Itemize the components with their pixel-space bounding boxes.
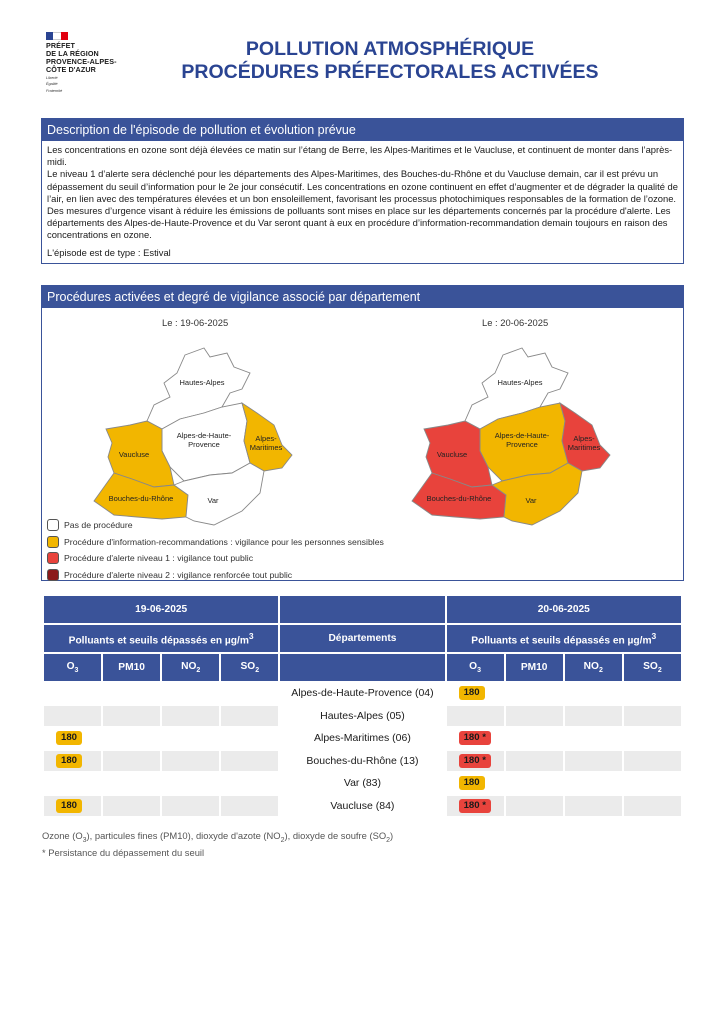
cell-d1-so2 — [221, 796, 278, 817]
cell-d1-o3 — [44, 796, 101, 817]
legend-swatch — [47, 569, 59, 581]
table-row — [44, 796, 681, 817]
department-label: Var — [525, 496, 537, 505]
map-legend — [47, 517, 384, 583]
legend-label: Pas de procédure — [64, 520, 133, 531]
cell-d2-so2 — [624, 796, 681, 817]
cell-d1-no2 — [162, 796, 219, 817]
cell-d2-no2 — [565, 683, 622, 704]
cell-d2-so2 — [624, 773, 681, 794]
value-badge: 180 — [459, 776, 485, 790]
cell-d1-o3 — [44, 773, 101, 794]
motto-line: Égalité — [46, 82, 58, 87]
description-panel — [41, 118, 684, 264]
department-label: Maritimes — [567, 443, 601, 452]
map1-date: Le : 19-06-2025 — [162, 317, 229, 328]
cell-d2-o3 — [447, 706, 504, 727]
department-label: Vaucluse — [118, 450, 150, 459]
title-line-1: POLLUTION ATMOSPHÉRIQUE — [245, 38, 535, 60]
cell-d1-so2 — [221, 683, 278, 704]
value-badge: 180 — [56, 754, 82, 768]
department-label: Provence — [506, 440, 538, 449]
legend-item-none — [47, 517, 384, 534]
cell-d1-so2 — [221, 773, 278, 794]
cell-d2-so2 — [624, 728, 681, 749]
cell-d2-no2 — [565, 773, 622, 794]
cell-d1-o3 — [44, 751, 101, 772]
department-label: Vaucluse — [436, 450, 468, 459]
col-o3: $O_3$ — [447, 654, 504, 681]
cell-d1-no2 — [162, 728, 219, 749]
logo-line: PRÉFET — [46, 41, 75, 50]
col-so2: $SO_2$ — [221, 654, 278, 681]
value-badge: 180 — [56, 731, 82, 745]
department-label: Alpes-de-Haute- — [494, 431, 550, 440]
department-label: Alpes-de-Haute- — [176, 431, 232, 440]
cell-d1-o3 — [44, 706, 101, 727]
map-20-06 — [410, 333, 650, 531]
cell-department: Bouches-du-Rhône (13) — [280, 751, 444, 772]
cell-d1-pm10 — [103, 796, 160, 817]
description-paragraph-2: Le niveau 1 d’alerte sera déclenché pour les départements des Alpes-Maritimes, des Bouches-du-Rhône et du Vaucluse demain, car il est prévu un dépassement du seuil d’information pour le 2e jour consécutif. Les concentrations en ozone continuent en effet d’augmenter et de dégrader la qualité de l’air, en lien avec des températures élevées et un bon ensoleillement, favorisant les processus photochimiques responsables de la formation de l’ozone. Des mesures d’urgence visant à réduire les émissions de polluants sont mises en place sur les départements concernés par la procédure d'alerte. Les départements des Alpes-de-Haute-Provence et du Var seront quant à eux en procédure d’information-recommandation demain toujours en raison des concentrations en ozone. — [47, 168, 678, 241]
cell-department: Var (83) — [280, 773, 444, 794]
date2-header: 20-06-2025 — [447, 596, 681, 623]
legend-swatch — [47, 519, 59, 531]
col-pm10: PM10 — [103, 654, 160, 681]
legend-label: Procédure d'alerte niveau 1 : vigilance tout public — [64, 553, 254, 564]
procedures-heading: Procédures activées et degré de vigilance associé par département — [42, 286, 683, 308]
legend-item-alert-1 — [47, 550, 384, 567]
description-heading: Description de l'épisode de pollution et évolution prévue — [42, 119, 683, 141]
col-so2: $SO_2$ — [624, 654, 681, 681]
pollutants-header-2: Polluants et seuils dépassés en $\mu g/m^3$ — [447, 625, 681, 652]
title-line-2: PROCÉDURES PRÉFECTORALES ACTIVÉES — [181, 61, 599, 83]
departments-header: Départements — [280, 625, 444, 652]
cell-d2-pm10 — [506, 773, 563, 794]
table-row — [44, 751, 681, 772]
cell-d1-so2 — [221, 706, 278, 727]
cell-d1-pm10 — [103, 728, 160, 749]
table-row — [44, 773, 681, 794]
cell-d2-no2 — [565, 706, 622, 727]
cell-d1-pm10 — [103, 706, 160, 727]
department-label: Var — [207, 496, 219, 505]
cell-d1-so2 — [221, 728, 278, 749]
cell-d2-so2 — [624, 751, 681, 772]
procedures-panel — [41, 285, 684, 581]
legend-swatch — [47, 552, 59, 564]
cell-d2-no2 — [565, 751, 622, 772]
table-row — [44, 683, 681, 704]
cell-d1-pm10 — [103, 773, 160, 794]
pollution-table — [42, 594, 683, 818]
department-label: Provence — [188, 440, 220, 449]
cell-d1-no2 — [162, 751, 219, 772]
cell-d2-o3 — [447, 773, 504, 794]
cell-d2-so2 — [624, 683, 681, 704]
cell-d1-pm10 — [103, 751, 160, 772]
cell-d2-pm10 — [506, 728, 563, 749]
cell-d2-pm10 — [506, 751, 563, 772]
col-no2: $NO_2$ — [162, 654, 219, 681]
page-title — [140, 38, 640, 84]
value-badge: 180 * — [459, 799, 491, 813]
cell-d1-no2 — [162, 706, 219, 727]
table-row — [44, 728, 681, 749]
footnotes — [42, 830, 393, 859]
department-label: Bouches-du-Rhône — [426, 494, 492, 503]
date1-header: 19-06-2025 — [44, 596, 278, 623]
value-badge: 180 * — [459, 754, 491, 768]
cell-d2-no2 — [565, 728, 622, 749]
cell-d2-o3 — [447, 728, 504, 749]
legend-label: Procédure d'information-recommandations : vigilance pour les personnes sensibles — [64, 536, 384, 547]
department-label: Hautes-Alpes — [497, 378, 543, 387]
cell-department: Alpes-Maritimes (06) — [280, 728, 444, 749]
value-badge: 180 — [56, 799, 82, 813]
department-label: Maritimes — [249, 443, 283, 452]
episode-type: L'épisode est de type : Estival — [47, 246, 171, 258]
cell-d1-o3 — [44, 728, 101, 749]
table-row — [44, 706, 681, 727]
cell-d2-o3 — [447, 796, 504, 817]
department-label: Alpes- — [573, 434, 595, 443]
description-paragraph-1: Les concentrations en ozone sont déjà élevées ce matin sur l’étang de Berre, les Alpes-Maritimes et le Vaucluse, et continuent de monter dans l’après-midi. — [47, 144, 673, 168]
logo-line: PROVENCE-ALPES- — [46, 57, 117, 66]
map2-date: Le : 20-06-2025 — [482, 317, 549, 328]
cell-department: Alpes-de-Haute-Provence (04) — [280, 683, 444, 704]
cell-d1-no2 — [162, 773, 219, 794]
value-badge: 180 — [459, 686, 485, 700]
department-label: Bouches-du-Rhône — [108, 494, 174, 503]
department-label: Alpes- — [255, 434, 277, 443]
col-o3: $O_3$ — [44, 654, 101, 681]
pollutants-header-1: Polluants et seuils dépassés en $\mu g/m^3$ — [44, 625, 278, 652]
cell-d1-o3 — [44, 683, 101, 704]
cell-d2-o3 — [447, 683, 504, 704]
cell-d1-so2 — [221, 751, 278, 772]
cell-d2-pm10 — [506, 683, 563, 704]
cell-department: Vaucluse (84) — [280, 796, 444, 817]
motto-line: Liberté — [46, 76, 58, 80]
cell-d2-o3 — [447, 751, 504, 772]
prefecture-logo — [46, 32, 136, 93]
department-label: Hautes-Alpes — [179, 378, 225, 387]
cell-d2-pm10 — [506, 706, 563, 727]
cell-d2-pm10 — [506, 796, 563, 817]
blank-header — [280, 654, 444, 681]
value-badge: 180 * — [459, 731, 491, 745]
cell-d2-no2 — [565, 796, 622, 817]
french-flag-icon — [46, 32, 68, 40]
cell-department: Hautes-Alpes (05) — [280, 706, 444, 727]
col-pm10: PM10 — [506, 654, 563, 681]
pollutant-legend-note: Ozone $(O_3)$, particules fines (PM10), dioxyde d'azote $(NO_2)$, dioxyde de soufre $(SO_2)$ — [42, 830, 394, 844]
legend-item-alert-2 — [47, 567, 384, 584]
cell-d2-so2 — [624, 706, 681, 727]
legend-item-info — [47, 534, 384, 551]
col-no2: $NO_2$ — [565, 654, 622, 681]
logo-line: DE LA RÉGION — [46, 49, 99, 58]
cell-d1-pm10 — [103, 683, 160, 704]
map-19-06 — [92, 333, 332, 531]
legend-swatch — [47, 536, 59, 548]
motto-line: Fraternité — [46, 88, 63, 93]
persistence-note: * Persistance du dépassement du seuil — [42, 846, 205, 858]
cell-d1-no2 — [162, 683, 219, 704]
legend-label: Procédure d'alerte niveau 2 : vigilance renforcée tout public — [64, 569, 293, 580]
logo-line: CÔTE D'AZUR — [46, 65, 96, 74]
blank-header — [280, 596, 444, 623]
